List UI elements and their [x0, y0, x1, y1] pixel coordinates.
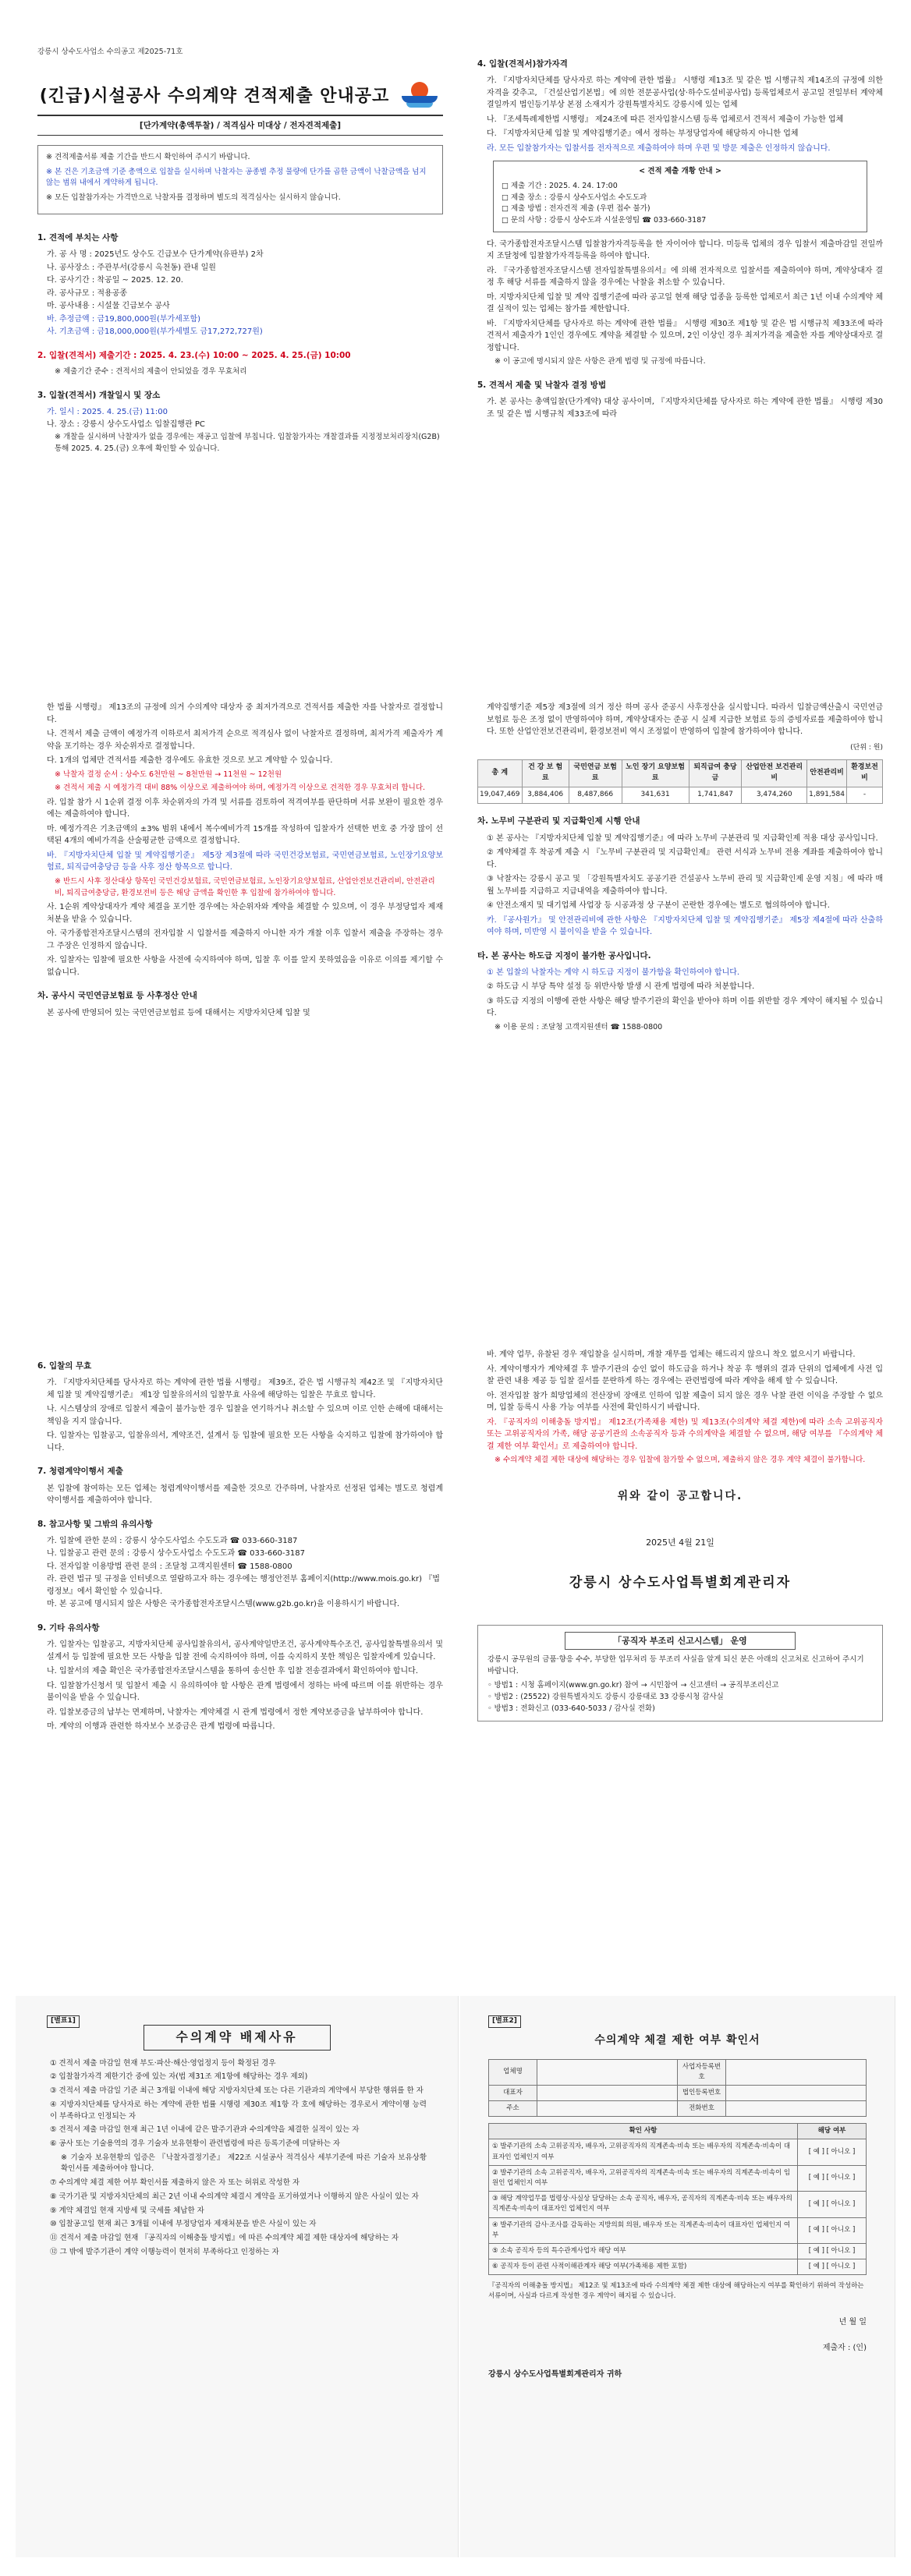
section-note: ※ 개찰을 실시하며 낙찰자가 없을 경우에는 재공고 입찰에 부칩니다. 입찰참가자는 개찰결과를 지정정보처리장치(G2B) 통해 2025. 4. 25.(금) 오후에 확인할 수 있습니다.	[55, 432, 440, 453]
table-cell: 3,474,260	[742, 787, 807, 804]
table-row	[489, 2101, 867, 2117]
section-note: ※ 이 공고에 명시되지 않은 사항은 관계 법령 및 규정에 따릅니다.	[494, 357, 706, 366]
table-label: 주소	[489, 2101, 537, 2117]
section-item: 라. 관련 법규 및 규정을 인터넷으로 열람하고자 하는 경우에는 행정안전부 홈페이지(http://www.mois.go.kr) 『법령정보』에서 확인할 수 있습니다.	[47, 1575, 440, 1596]
page-title: (긴급)시설공사 수의계약 견적제출 안내공고	[39, 86, 390, 106]
phone-field[interactable]	[726, 2101, 867, 2117]
box-item: □ 제출 장소 : 강릉시 상수도사업소 수도도과	[502, 193, 647, 202]
section-paragraph: 나. 입찰서의 제출 확인은 국가종합전자조달시스템을 통하여 송신한 후 입찰 전송결과에서 확인하여야 합니다.	[47, 1667, 419, 1676]
table-header: 노인 장기 요양보험료	[622, 760, 689, 787]
attachment-1	[16, 1996, 459, 2557]
section-item: 라. 공사규모 : 적용공종	[47, 288, 128, 298]
section-paragraph: 다. 『지방자치단체 입찰 및 계약집행기준』에서 정하는 부정당업자에 해당하지 아니한 업체	[487, 129, 799, 139]
yes-no-checkbox[interactable]: [ 예 ] [ 아니오 ]	[798, 2139, 867, 2165]
table-cell: 19,047,469	[478, 787, 523, 804]
attachment-title: 수의계약 배제사유	[144, 2025, 331, 2051]
report-box-intro: 강릉시 공무원의 금품·향응 수수, 부당한 업무처리 등 부조리 사실을 알게 되신 분은 아래의 신고처로 신고하여 주시기 바랍니다.	[487, 1654, 864, 1675]
section-paragraph: 자. 『공직자의 이해충돌 방지법』 제12조(가족채용 제한) 및 제13조(수의계약 체결 제한)에 따라 소속 고위공직자 또는 고위공직자의 가족, 해당 공공기관의 소속공직자 등과 수의계약을 체결할 수 없으며, 해당 여부를 『수의계약 체결 제한 여부 확인서』로 제출하여야 합니다.	[487, 1417, 883, 1451]
table-row	[489, 2085, 867, 2100]
yes-no-checkbox[interactable]: [ 예 ] [ 아니오 ]	[798, 2259, 867, 2275]
report-box-item: ◦ 방법2 : (25522) 강원특별자치도 강릉시 강릉대로 33 강릉시청 감사실	[487, 1693, 724, 1701]
section-note: ※ 낙찰자 결정 순서 : 상수도 6천만원 ~ 8천만원 → 11천원 ~ 12천원	[55, 770, 282, 779]
form-footnote: 『공직자의 이해충돌 방지법』 제12조 및 제13조에 따라 수의계약 체결 제한 대상에 해당하는지 여부를 확인하기 위하여 작성하는 서류이며, 사실과 다르게 작성한 경우 계약이 해지될 수 있습니다.	[488, 2282, 864, 2301]
section-paragraph: 가. 『지방자치단체를 당사자로 하는 계약에 관한 법률 시행령』 제39조, 같은 법 시행규칙 제42조 및 『지방자치단체 입찰 및 계약집행기준』 제1장 입찰유의서의 입찰무효 사유에 해당하는 입찰은 무효로 합니다.	[47, 1378, 443, 1399]
section-heading: 2. 입찰(견적서) 제출기간 : 2025. 4. 23.(수) 10:00 ~ 2025. 4. 25.(금) 10:00	[37, 350, 351, 360]
table-row	[489, 2217, 867, 2243]
table-row	[489, 2139, 867, 2165]
notice-page-3	[37, 702, 443, 1247]
box-item: □ 제출 방법 : 전자견적 제출 (우편 접수 불가)	[502, 204, 650, 214]
check-item: ③ 해당 계약업무를 법령상·사실상 담당하는 소속 공직자, 배우자, 공직자의 직계존속·비속 또는 배우자의 직계존속·비속이 대표자인 업체인지 여부	[489, 2192, 798, 2217]
table-header: 건 강 보 험 료	[522, 760, 569, 787]
section-paragraph: 카. 『공사원가』 및 안전관리비에 관한 사항은 『지방자치단체 입찰 및 계약집행기준』 제5장 제4절에 따라 산출하여야 하며, 미반영 시 불이익을 받을 수 있습니다.	[487, 915, 883, 937]
title-row	[37, 79, 443, 110]
exclusion-reason: ⑫ 그 밖에 발주기관이 계약 이행능력이 현저히 부족하다고 인정하는 자	[50, 2247, 279, 2256]
notice-box	[37, 145, 443, 214]
attachment-tag: [별표1]	[47, 2015, 80, 2028]
submission-info-box	[493, 161, 867, 232]
section-paragraph: 마. 계약의 이행과 관련한 하자보수 보증금은 관계 법령에 따릅니다.	[47, 1722, 275, 1732]
section-item: 나. 공사장소 : 주관부서(강릉시 옥천동) 관내 일원	[47, 263, 216, 272]
table-header-row	[489, 2124, 867, 2139]
section-paragraph: 사. 계약이행자가 계약체결 후 발주기관의 승인 없이 하도급을 하거나 착공 후 행위의 결과 단위의 업체에게 사전 입찰 관련 내용 제공 등 입찰 질서를 문란하게 하는 경우에는 관련법령에 따라 계약을 해제 할 수 있습니다.	[487, 1364, 883, 1385]
address-field[interactable]	[537, 2101, 678, 2117]
table-row	[489, 2165, 867, 2191]
table-header: 안전관리비	[807, 760, 847, 787]
page-subtitle: [단가계약(총액투찰) / 적격심사 미대상 / 전자견적제출]	[37, 115, 443, 136]
check-item: ⑥ 공직자 등이 관련 사적이해관계자 해당 여부(가족채용 제한 포함)	[489, 2259, 798, 2275]
exclusion-reason: ⑤ 견적서 제출 마감일 현재 최근 1년 이내에 같은 발주기관과 수의계약을 체결한 실적이 있는 자	[50, 2125, 360, 2135]
section-paragraph: 본 공사에 반영되어 있는 국민연금보험료 등에 대해서는 지방자치단체 입찰 및	[47, 1008, 310, 1017]
section-item: 가. 입찰에 관한 문의 : 강릉시 상수도사업소 수도도과 ☎ 033-660-3187	[47, 1536, 298, 1545]
box-title: < 견적 제출 개황 안내 >	[639, 167, 721, 176]
notice-line: ※ 모든 입찰참가자는 가격만으로 낙찰자를 결정하며 별도의 적격심사는 실시하지 않습니다.	[46, 193, 341, 203]
representative-field[interactable]	[537, 2085, 678, 2100]
section-paragraph: ② 하도급 시 부당 특약 설정 등 위반사항 발생 시 관계 법령에 따라 처분합니다.	[487, 982, 755, 992]
yes-no-checkbox[interactable]: [ 예 ] [ 아니오 ]	[798, 2217, 867, 2243]
exclusion-reason: ⑦ 수의계약 체결 제한 여부 확인서를 제출하지 않은 자 또는 허위로 작성한 자	[50, 2178, 300, 2188]
section-heading: 4. 입찰(견적서)참가자격	[477, 59, 568, 69]
table-header: 국민연금 보험료	[569, 760, 622, 787]
misconduct-report-box	[477, 1625, 883, 1722]
section-note: ※ 반드시 사후 정산대상 항목인 국민건강보험료, 국민연금보험료, 노인장기요양보험료, 산업안전보건관리비, 안전관리비, 퇴직급여충당금, 환경보전비 등은 해당 금액을 확인한 후 입찰에 참가하여야 합니다.	[55, 876, 435, 897]
report-box-title: 「공직자 부조리 신고시스템」 운영	[565, 1632, 796, 1650]
section-heading: 차. 노무비 구분관리 및 지급확인제 시행 안내	[477, 816, 640, 826]
notice-page-2	[477, 47, 883, 639]
section-item: 다. 전자입찰 이용방법 관련 문의 : 조달청 고객지원센터 ☎ 1588-0800	[47, 1562, 292, 1571]
section-paragraph: ③ 하도급 지정의 이행에 관한 사항은 해당 발주기관의 확인을 받아야 하며 이를 위반할 경우 계약이 해지될 수 있습니다.	[487, 996, 883, 1018]
gangneung-logo-icon	[400, 79, 441, 110]
section-paragraph: 마. 예정가격은 기초금액의 ±3% 범위 내에서 복수예비가격 15개를 작성하여 입찰자가 선택한 번호 중 가장 많이 선택된 4개의 예비가격을 산술평균한 금액으로 결정합니다.	[47, 824, 443, 846]
table-header: 퇴직급여 충당금	[689, 760, 742, 787]
section-paragraph: 사. 1순위 계약상대자가 계약 체결을 포기한 경우에는 차순위자와 계약을 체결할 수 있으며, 이 경우 부정당업자 제재 처분을 받을 수 있습니다.	[47, 903, 443, 924]
exclusion-reason: ※ 기술자 보유현황의 입증은 『낙찰자결정기준』 제22조 시설공사 적격심사 세부기준에 따른 기술자 보유상황 확인서를 제출하여야 합니다.	[61, 2153, 427, 2174]
exclusion-reason: ② 입찰참가자격 제한기간 중에 있는 자(법 제31조 제1항에 해당하는 경우 제외)	[50, 2072, 308, 2082]
section-note: ※ 견적서 제출 시 예정가격 대비 88% 이상으로 제출하여야 하며, 예정가격 이상으로 견적한 경우 무효처리 합니다.	[55, 784, 426, 793]
section-paragraph: ③ 낙찰자는 강릉시 공고 및 「강원특별자치도 공공기관 건설공사 노무비 관리 및 지급확인제 운영 지침」에 따라 매월 노무비를 지급하고 지급내역을 제출하여야 합니다.	[487, 875, 883, 896]
section-paragraph: 계약집행기준 제5장 제3절에 의거 정산 하며 공사 준공시 사후정산을 실시합니다. 따라서 입찰금액산출시 국민연금보험료 등은 조정 없이 반영하여야 하며, 계약상대자는 준공 시 실제 지급한 보험료 등의 증빙자료를 제출하여야 합니다. 또한 산업안전보건관리비, 환경보전비 역시 조정없이 반영하여 입찰에 참가하여야 합니다.	[487, 703, 883, 736]
table-cell: 1,891,584	[807, 787, 847, 804]
notice-line: ※ 본 건은 기초금액 기준 총액으로 입찰을 실시하며 낙찰자는 공종별 추정 물량에 단가를 곱한 금액이 낙찰금액을 넘지 않는 범위 내에서 계약하게 됩니다.	[46, 167, 427, 188]
section-item: 바. 추정금액 : 금19,800,000원(부가세포함)	[47, 314, 201, 324]
attachment-2	[460, 1996, 895, 2557]
table-header-row	[478, 760, 883, 787]
section-paragraph: 가. 입찰자는 입찰공고, 지방자치단체 공사입찰유의서, 공사계약일반조건, 공사계약특수조건, 공사입찰특별유의서 및 설계서 등 입찰에 필요한 모든 사항을 입찰 전에 숙지하여야 하며, 이를 숙지하지 못한 책임은 입찰자에게 있습니다.	[47, 1640, 443, 1661]
notice-page-4	[477, 702, 883, 1247]
section-item: 나. 장소 : 강릉시 상수도사업소 입찰집행관 PC	[47, 420, 205, 430]
restriction-check-table	[488, 2123, 867, 2275]
notice-page-6	[477, 1349, 883, 1910]
section-item: 나. 입찰공고 관련 문의 : 강릉시 상수도사업소 수도도과 ☎ 033-660-3187	[47, 1549, 305, 1559]
section-heading: 타. 본 공사는 하도급 지정이 불가한 공사입니다.	[477, 950, 651, 961]
section-paragraph: 라. 모든 입찰참가자는 입찰서를 전자적으로 제출하여야 하며 우편 및 방문 제출은 인정하지 않습니다.	[487, 143, 831, 153]
table-row	[489, 2192, 867, 2217]
box-item: □ 제출 기간 : 2025. 4. 24. 17:00	[502, 181, 618, 190]
table-header: 총 계	[478, 760, 523, 787]
section-note: ※ 수의계약 체결 제한 대상에 해당하는 경우 입찰에 참가할 수 없으며, 제출하지 않은 경우 계약 체결이 불가합니다.	[494, 1456, 866, 1464]
section-paragraph: 나. 『조세특례제한법 시행령』 제24조에 따른 전자입찰시스템 등록 업체로서 견적서 제출이 가능한 업체	[487, 115, 844, 124]
section-paragraph: 나. 견적서 제출 금액이 예정가격 이하로서 최저가격 순으로 적격심사 없이 낙찰자로 결정하며, 최저가격 제출자가 계약을 포기하는 경우 차순위자로 결정합니다.	[47, 730, 443, 751]
section-paragraph: 라. 입찰보증금의 납부는 면제하며, 낙찰자는 계약체결 시 관계 법령에서 정한 계약보증금을 납부하여야 합니다.	[47, 1707, 424, 1717]
table-label: 업체명	[489, 2059, 537, 2085]
section-heading: 1. 견적에 부치는 사항	[37, 232, 119, 242]
table-cell: 3,884,406	[522, 787, 569, 804]
check-item: ④ 발주기관의 감사·조사를 감독하는 지방의회 의원, 배우자 또는 직계존속·비속이 대표자인 업체인지 여부	[489, 2217, 798, 2243]
issuing-authority: 강릉시 상수도사업특별회계관리자	[569, 1575, 792, 1591]
section-paragraph: 마. 지방자치단체 입찰 및 계약 집행기준에 따라 공고일 현재 해당 업종을 등록한 업체로서 최근 1년 이내 수의계약 체결 실적이 있는 업체는 참가를 제한합니다.	[487, 292, 883, 314]
attachment-title: 수의계약 체결 제한 여부 확인서	[594, 2033, 760, 2047]
table-row	[489, 2059, 867, 2085]
form-recipient: 강릉시 상수도사업특별회계관리자 귀하	[488, 2369, 622, 2379]
table-label: 전화번호	[678, 2101, 726, 2117]
table-label: 법인등록번호	[678, 2085, 726, 2100]
report-box-item: ◦ 방법1 : 시청 홈페이지(www.gn.go.kr) 참여 → 시민참여 → 신고센터 → 공직부조리신고	[487, 1681, 779, 1690]
section-paragraph: 바. 『지방자치단체 입찰 및 계약집행기준』 제5장 제3절에 따라 국민건강보험료, 국민연금보험료, 노인장기요양보험료, 퇴직급여충당금 등을 사후 정산 항목으로 합니다.	[47, 851, 443, 872]
section-paragraph: ① 본 공사는 『지방자치단체 입찰 및 계약집행기준』에 따라 노무비 구분관리 및 지급확인제 적용 대상 공사입니다.	[487, 833, 878, 843]
table-header: 환경보전비	[846, 760, 882, 787]
section-heading: 8. 참고사항 및 그밖의 유의사항	[37, 1519, 153, 1529]
exclusion-reason: ④ 지방자치단체를 당사자로 하는 계약에 관한 법률 시행령 제30조 제1항 각 호에 해당하는 경우로서 계약이행 능력이 부족하다고 인정되는 자	[50, 2100, 427, 2121]
section-heading: 9. 기타 유의사항	[37, 1622, 100, 1633]
section-paragraph: 라. 입찰 참가 시 1순위 결정 이후 차순위자의 가격 및 서류를 검토하여 적격여부를 판단하며 서류 보완이 필요한 경우에는 제출하여야 합니다.	[47, 798, 443, 819]
exclusion-reason: ⑥ 공사 또는 기술용역의 경우 기술자 보유현황이 관련법령에 따른 등록기준에 미달하는 자	[50, 2139, 341, 2149]
table-row	[478, 787, 883, 804]
section-item: 마. 본 공고에 명시되지 않은 사항은 국가종합전자조달시스템(www.g2b.go.kr)을 이용하시기 바랍니다.	[47, 1600, 400, 1609]
exclusion-reason: ⑧ 국가기관 및 지방자치단체의 최근 2년 이내 수의계약 체결시 계약을 포기하였거나 이행하지 않은 사실이 있는 자	[50, 2192, 419, 2201]
table-label: 대표자	[489, 2085, 537, 2100]
notice-line: ※ 견적제출서류 제출 기간을 반드시 확인하여 주시기 바랍니다.	[46, 152, 250, 161]
section-heading: 7. 청렴계약이행서 제출	[37, 1467, 123, 1477]
yes-no-checkbox[interactable]: [ 예 ] [ 아니오 ]	[798, 2165, 867, 2191]
check-item: ① 발주기관의 소속 고위공직자, 배우자, 고위공직자의 직계존속·비속 또는 배우자의 직계존속·비속이 대표자인 업체인지 여부	[489, 2139, 798, 2165]
table-unit: (단위 : 원)	[850, 743, 883, 752]
section-item: 마. 공사내용 : 시설물 긴급보수 공사	[47, 302, 170, 311]
exclusion-reason: ⑩ 입찰공고일 현재 최근 3개월 이내에 부정당업자 제재처분을 받은 사실이 있는 자	[50, 2220, 317, 2229]
document-number: 강릉시 상수도사업소 수의공고 제2025-71호	[37, 48, 183, 56]
table-row	[489, 2259, 867, 2275]
table-label: 사업자등록번호	[678, 2059, 726, 2085]
notice-page-5	[37, 1349, 443, 1910]
section-item: 다. 공사기간 : 착공일 ~ 2025. 12. 20.	[47, 276, 183, 285]
section-paragraph: ② 계약체결 후 착공계 제출 시 『노무비 구분관리 및 지급확인제』 관련 서식과 노무비 전용 계좌를 제출하여야 합니다.	[487, 848, 883, 869]
section-item: 가. 일시 : 2025. 4. 25.(금) 11:00	[47, 407, 168, 416]
exclusion-reason: ⑨ 계약 체결일 현재 지방세 및 국세를 체납한 자	[50, 2206, 204, 2215]
notice-page-1	[37, 47, 443, 639]
announcement-declaration: 위와 같이 공고합니다.	[617, 1489, 743, 1502]
cost-table	[477, 759, 883, 804]
section-paragraph: 가. 본 공사는 총액입찰(단가계약) 대상 공사이며, 『지방자치단체를 당사자로 하는 계약에 관한 법률』 시행령 제30조 및 같은 법 시행규칙 제33조에 따라	[487, 398, 883, 419]
section-heading: 6. 입찰의 무효	[37, 1361, 92, 1371]
section-paragraph: 자. 입찰자는 입찰에 필요한 사항을 사전에 숙지하여야 하며, 입찰 후 이를 알지 못하였음을 이유로 이의를 제기할 수 없습니다.	[47, 956, 443, 977]
table-header: 확인 사항	[489, 2124, 798, 2139]
section-paragraph: 본 입찰에 참여하는 모든 업체는 청렴계약이행서를 제출한 것으로 간주하며, 낙찰자로 선정된 업체는 별도로 청렴계약이행서를 제출하여야 합니다.	[47, 1484, 443, 1506]
box-item: □ 문의 사항 : 강릉시 상수도과 시설운영팀 ☎ 033-660-3187	[502, 216, 707, 225]
table-header: 해당 여부	[798, 2124, 867, 2139]
section-note: ※ 이용 문의 : 조달청 고객지원센터 ☎ 1588-0800	[494, 1022, 663, 1031]
check-item: ② 발주기관의 소속 고위공직자, 배우자, 고위공직자의 직계존속·비속 또는 배우자의 직계존속·비속이 임원인 업체인지 여부	[489, 2165, 798, 2191]
yes-no-checkbox[interactable]: [ 예 ] [ 아니오 ]	[798, 2243, 867, 2259]
section-paragraph: 아. 전자입찰 참가 희망업체의 전산장비 장애로 인하여 입찰 제출이 되지 않은 경우 낙찰 관련 이익을 주장할 수 없으며, 입찰 등록시 사용 가능 여부를 사전에 확인하시기 바랍니다.	[487, 1391, 883, 1412]
exclusion-reason: ① 견적서 제출 마감일 현재 부도·파산·해산·영업정지 등이 확정된 경우	[50, 2058, 276, 2068]
section-paragraph: 가. 『지방자치단체를 당사자로 하는 계약에 관한 법률』 시행령 제13조 및 같은 법 시행규칙 제14조의 규정에 의한 자격을 갖추고, 「건설산업기본법」에 의한 전문공사업(상·하수도설비공사업) 등록업체로서 공고일 전일부터 계약체결일까지 법인등기부상 본점 소재지가 강원특별자치도 강릉시에 있는 업체	[487, 76, 883, 110]
section-paragraph: 아. 국가종합전자조달시스템의 전자입찰 시 입찰서를 제출하지 아니한 자가 개찰 이후 입찰서 제출을 주장하는 경우 그 주장은 인정하지 않습니다.	[47, 929, 443, 950]
section-paragraph: 라. 『국가종합전자조달시스템 전자입찰특별유의서』에 의해 전자적으로 입찰서를 제출하여야 하며, 계약상대자 결정 후 해당 서류를 제출하지 않을 경우에는 낙찰을 취소할 수 있습니다.	[487, 266, 883, 288]
yes-no-checkbox[interactable]: [ 예 ] [ 아니오 ]	[798, 2192, 867, 2217]
company-info-table	[488, 2059, 867, 2118]
exclusion-reason: ⑪ 견적서 제출 마감일 현재 『공직자의 이해충돌 방지법』에 따른 수의계약 체결 제한 대상자에 해당하는 자	[50, 2234, 399, 2243]
check-item: ⑤ 소속 공직자 등의 특수관계사업자 해당 여부	[489, 2243, 798, 2259]
table-cell: 1,741,847	[689, 787, 742, 804]
section-paragraph: 나. 시스템상의 장애로 입찰서 제출이 불가능한 경우 입찰을 연기하거나 취소할 수 있으며 이로 인한 손해에 대해서는 책임을 지지 않습니다.	[47, 1405, 443, 1426]
section-paragraph: ① 본 입찰의 낙찰자는 계약 시 하도급 지정이 불가함을 확인하여야 합니다.	[487, 968, 740, 977]
section-heading: 5. 견적서 제출 및 낙찰자 결정 방법	[477, 380, 607, 391]
report-box-item: ◦ 방법3 : 전화신고 (033-640-5033 / 감사실 전화)	[487, 1704, 655, 1713]
announcement-date: 2025년 4월 21일	[646, 1537, 714, 1548]
section-paragraph: 다. 국가종합전자조달시스템 입찰참가자격등록을 한 자이어야 합니다. 미등록 업체의 경우 입찰서 제출마감일 전일까지 조달청에 입찰참가자격등록을 하여야 합니다.	[487, 239, 883, 261]
section-item: 가. 공 사 명 : 2025년도 상수도 긴급보수 단가계약(유판부) 2차	[47, 250, 264, 260]
section-paragraph: 다. 1개의 업체만 견적서를 제출한 경우에도 유효한 것으로 보고 계약할 수 있습니다.	[47, 756, 333, 765]
table-header: 산업안전 보건관리비	[742, 760, 807, 787]
section-paragraph: 다. 입찰자는 입찰공고, 입찰유의서, 계약조건, 설계서 등 입찰에 필요한 모든 사항을 숙지하고 입찰에 참가하여야 합니다.	[47, 1431, 443, 1453]
section-paragraph: 다. 입찰참가신청서 및 입찰서 제출 시 유의하여야 할 사항은 관계 법령에서 정하는 바에 따르며 이를 위반하는 경우 불이익을 받을 수 있습니다.	[47, 1681, 443, 1703]
table-cell: -	[846, 787, 882, 804]
section-paragraph: 한 법률 시행령』 제13조의 규정에 의거 수의계약 대상자 중 최저가격으로 견적서를 제출한 자를 낙찰자로 결정합니다.	[47, 703, 443, 724]
section-heading: 3. 입찰(견적서) 개찰일시 및 장소	[37, 390, 161, 400]
form-sign-date: 년 월 일	[838, 2317, 867, 2327]
corporate-number-field[interactable]	[726, 2085, 867, 2100]
table-row	[489, 2243, 867, 2259]
section-heading: 차. 공사시 국민연금보험료 등 사후정산 안내	[37, 991, 197, 1001]
table-cell: 8,487,866	[569, 787, 622, 804]
exclusion-reason: ③ 견적서 제출 마감일 기준 최근 3개월 이내에 해당 지방자치단체 또는 다른 기관과의 계약에서 부당한 행위를 한 자	[50, 2086, 424, 2096]
section-note: ※ 제출기간 준수 : 견적서의 제출이 안되었을 경우 무효처리	[55, 366, 247, 376]
section-item: 사. 기초금액 : 금18,000,000원(부가세별도 금17,272,727원)	[47, 327, 263, 337]
attachment-tag: [별표2]	[488, 2015, 521, 2028]
company-name-field[interactable]	[537, 2059, 678, 2085]
section-paragraph: ④ 안전소재지 및 대기업체 사업장 등 시공과정 상 구분이 곤란한 경우에는 별도로 협의하여야 합니다.	[487, 901, 830, 911]
table-cell: 341,631	[622, 787, 689, 804]
section-paragraph: 바. 『지방자치단체를 당사자로 하는 계약에 관한 법률』 시행령 제30조 제1항 및 같은 법 시행규칙 제33조에 따라 견적서 제출자가 1인인 경우에도 계약을 체결할 수 있으며, 2인 이상인 경우 최저가격을 제출한 자를 계약상대자로 결정합니다.	[487, 319, 883, 352]
business-number-field[interactable]	[726, 2059, 867, 2085]
form-signature-line: 제출자 : (인)	[822, 2344, 867, 2353]
section-paragraph: 바. 계약 업무, 유찰된 경우 재입찰을 실시하며, 개찰 재무를 업체는 해드리지 않으니 착오 없으시기 바랍니다.	[487, 1350, 856, 1359]
